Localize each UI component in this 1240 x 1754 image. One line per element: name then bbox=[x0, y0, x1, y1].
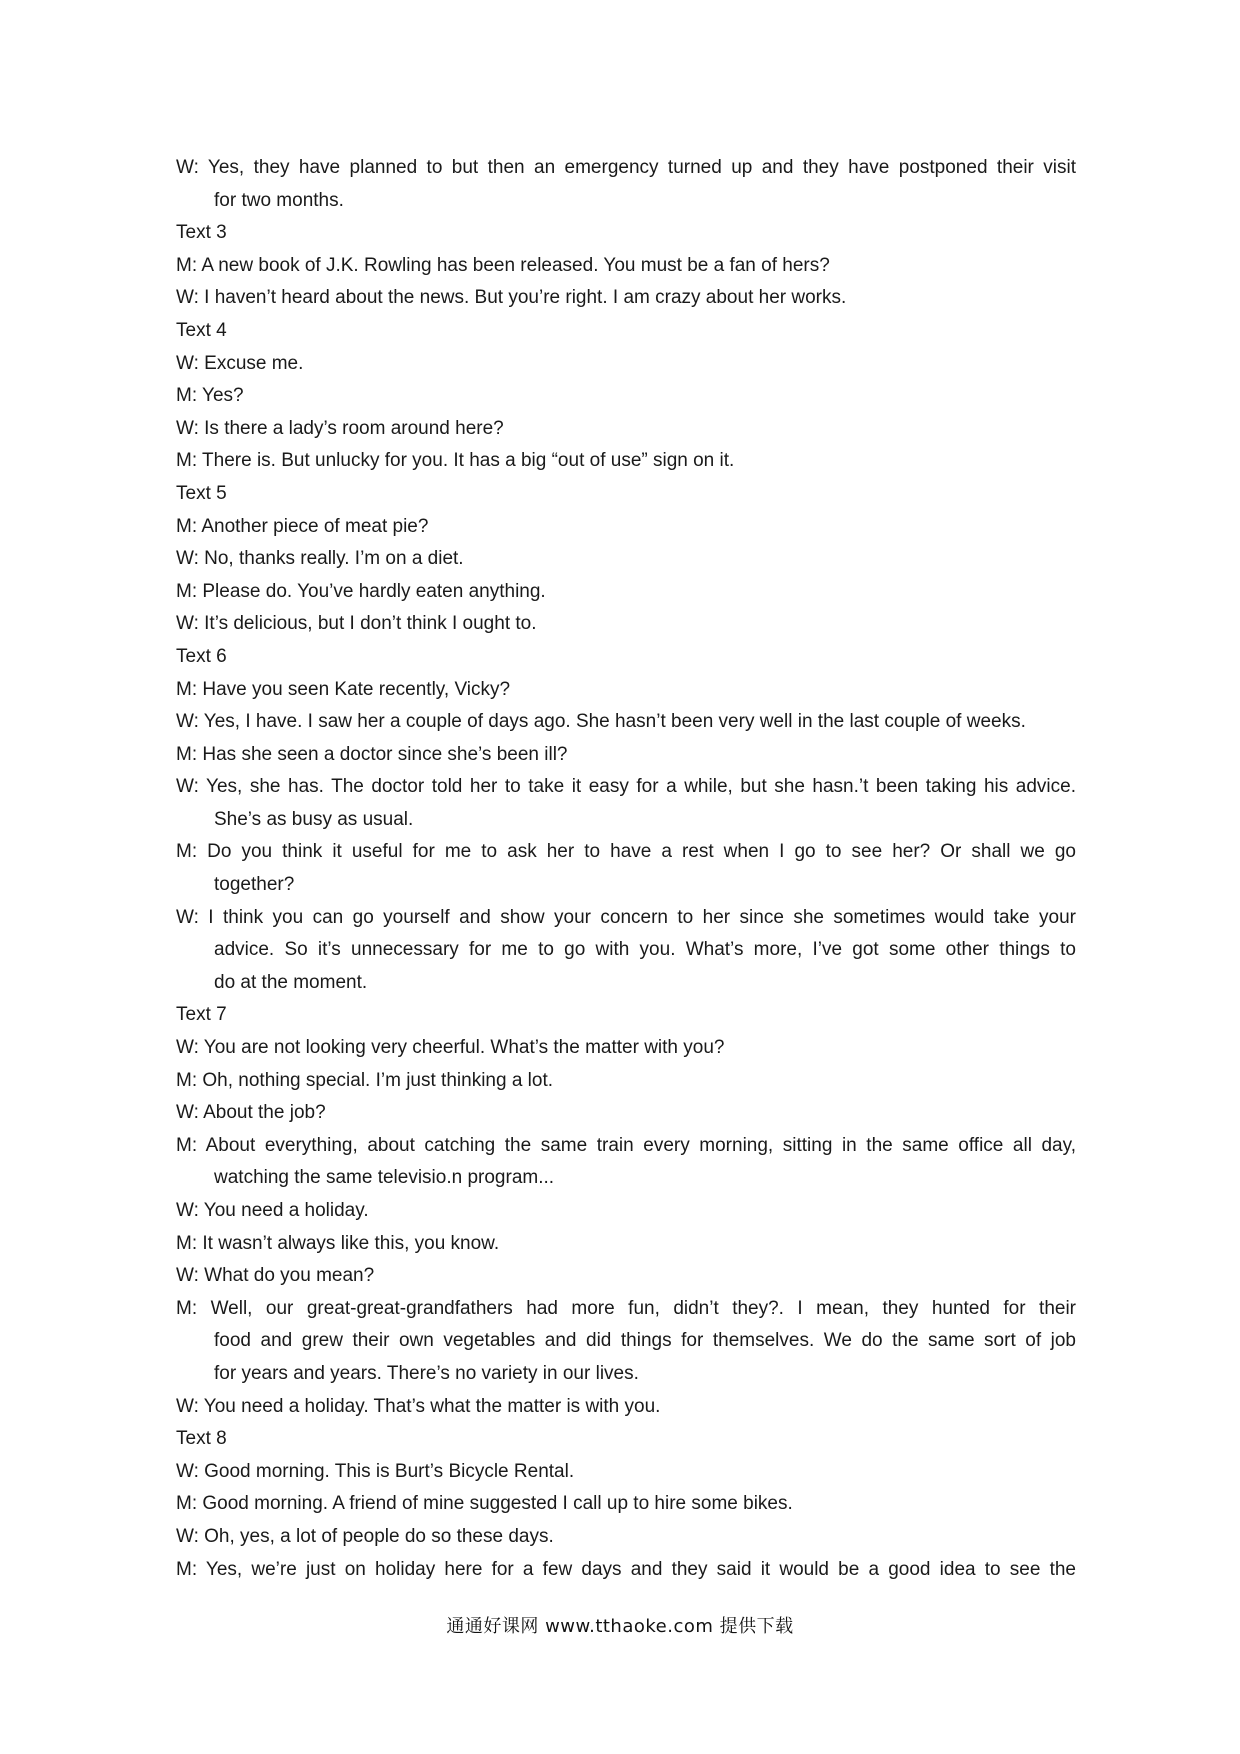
dialogue-line: M: There is. But unlucky for you. It has a big “out of use” sign on it. bbox=[176, 450, 735, 472]
dialogue-line-continuation: together? bbox=[214, 874, 295, 896]
dialogue-line-continuation: advice. So it’s unnecessary for me to go with you. What’s more, I’ve got some other things to bbox=[214, 939, 1076, 961]
dialogue-line: W: Good morning. This is Burt’s Bicycle Rental. bbox=[176, 1460, 575, 1482]
dialogue-line: W: Yes, she has. The doctor told her to take it easy for a while, but she hasn.’t been taking his advice. bbox=[176, 776, 1076, 798]
dialogue-line: W: You need a holiday. bbox=[176, 1200, 369, 1221]
section-heading: Text 4 bbox=[176, 319, 227, 341]
transcript-body bbox=[176, 152, 1076, 1586]
dialogue-line: W: You need a holiday. That’s what the matter is with you. bbox=[176, 1395, 661, 1417]
dialogue-line: W: It’s delicious, but I don’t think I ought to. bbox=[176, 613, 537, 635]
section-heading: Text 5 bbox=[176, 482, 227, 504]
dialogue-line: W: Yes, they have planned to but then an emergency turned up and they have postponed their visit bbox=[176, 157, 1076, 178]
dialogue-line: W: Is there a lady’s room around here? bbox=[176, 417, 504, 439]
dialogue-line-continuation: for years and years. There’s no variety in our lives. bbox=[214, 1362, 639, 1384]
dialogue-line: M: Yes, we’re just on holiday here for a few days and they said it would be a good idea to see the bbox=[176, 1558, 1076, 1580]
dialogue-line: M: About everything, about catching the same train every morning, sitting in the same office all day, bbox=[176, 1134, 1076, 1156]
page-footer: 通通好课网 www.tthaoke.com 提供下载 bbox=[446, 1616, 794, 1637]
dialogue-line: W: You are not looking very cheerful. What’s the matter with you? bbox=[176, 1037, 725, 1059]
dialogue-line-continuation: She’s as busy as usual. bbox=[214, 808, 414, 830]
dialogue-line: M: Well, our great-great-grandfathers had more fun, didn’t they?. I mean, they hunted for their bbox=[176, 1297, 1076, 1319]
dialogue-line: M: Yes? bbox=[176, 385, 244, 407]
dialogue-line: M: Another piece of meat pie? bbox=[176, 515, 429, 537]
section-heading: Text 6 bbox=[176, 645, 227, 667]
dialogue-line: M: A new book of J.K. Rowling has been released. You must be a fan of hers? bbox=[176, 254, 830, 276]
dialogue-line: W: I haven’t heard about the news. But you’re right. I am crazy about her works. bbox=[176, 287, 847, 309]
dialogue-line-continuation: for two months. bbox=[214, 189, 344, 211]
dialogue-line: W: Excuse me. bbox=[176, 352, 304, 374]
dialogue-line: M: It wasn’t always like this, you know. bbox=[176, 1232, 500, 1254]
dialogue-line: M: Oh, nothing special. I’m just thinking a lot. bbox=[176, 1069, 554, 1091]
section-heading: Text 8 bbox=[176, 1428, 227, 1450]
dialogue-line: M: Have you seen Kate recently, Vicky? bbox=[176, 678, 511, 700]
dialogue-line: M: Has she seen a doctor since she’s been ill? bbox=[176, 743, 568, 765]
dialogue-line: W: Oh, yes, a lot of people do so these days. bbox=[176, 1525, 554, 1547]
dialogue-line: W: Yes, I have. I saw her a couple of days ago. She hasn’t been very well in the last couple of weeks. bbox=[176, 711, 1026, 733]
dialogue-line: M: Do you think it useful for me to ask her to have a rest when I go to see her? Or shall we go bbox=[176, 841, 1076, 863]
dialogue-line: W: I think you can go yourself and show your concern to her since she sometimes would take your bbox=[176, 906, 1076, 928]
section-heading: Text 7 bbox=[176, 1004, 227, 1026]
dialogue-line: M: Good morning. A friend of mine suggested I call up to hire some bikes. bbox=[176, 1493, 793, 1515]
dialogue-line: W: What do you mean? bbox=[176, 1265, 375, 1287]
dialogue-line: M: Please do. You’ve hardly eaten anything. bbox=[176, 580, 546, 602]
dialogue-line-continuation: watching the same televisio.n program... bbox=[214, 1167, 555, 1189]
dialogue-line: W: About the job? bbox=[176, 1102, 326, 1124]
dialogue-line: W: No, thanks really. I’m on a diet. bbox=[176, 548, 464, 570]
dialogue-line-continuation: do at the moment. bbox=[214, 971, 368, 993]
dialogue-line-continuation: food and grew their own vegetables and did things for themselves. We do the same sort of job bbox=[214, 1330, 1076, 1352]
section-heading: Text 3 bbox=[176, 222, 227, 244]
